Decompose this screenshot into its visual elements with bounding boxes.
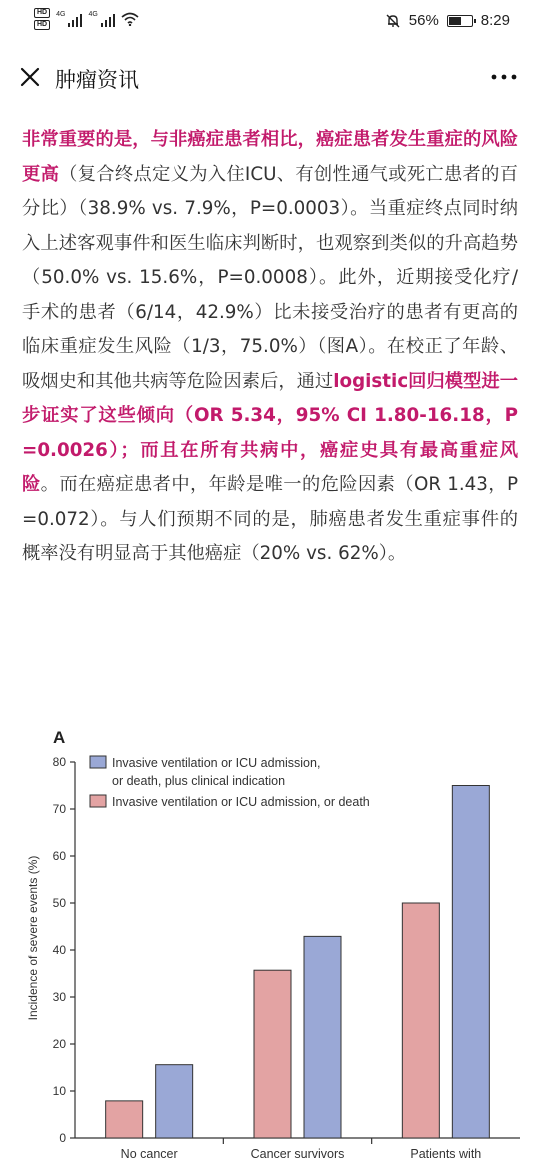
network-type-2: 4G — [88, 11, 98, 18]
mute-bell-icon — [385, 13, 401, 29]
status-left — [34, 8, 139, 30]
close-icon — [19, 66, 41, 88]
y-tick-label-4: 40 — [52, 943, 66, 957]
y-tick-label-6: 60 — [52, 849, 66, 863]
y-tick-label-3: 30 — [52, 990, 66, 1004]
signal-icon-2 — [88, 11, 114, 27]
bar-0-1 — [156, 1065, 193, 1138]
legend-label-1b: or death, plus clinical indication — [112, 774, 286, 788]
legend-label-2: Invasive ventilation or ICU admission, or death — [112, 795, 370, 809]
battery-percent: 56% — [408, 12, 439, 29]
battery-fill — [449, 17, 461, 25]
hd-badge-1: HD — [34, 8, 50, 18]
y-tick-label-0: 0 — [59, 1131, 66, 1145]
clock: 8:29 — [480, 12, 510, 29]
bar-1-0 — [254, 970, 291, 1138]
figure-a — [0, 718, 540, 1170]
y-axis-label: Incidence of severe events (%) — [26, 855, 40, 1021]
more-icon — [491, 74, 517, 80]
body-text-2: 。而在癌症患者中，年龄是唯一的危险因素（OR 1.43，P=0.072）。与人们预期不同的是，肺癌患者发生重症事件的概率没有明显高于其他癌症（20% vs. 62%）。 — [22, 474, 518, 564]
highlight-text-2: logistic回归模型进一步证实了这些倾向（OR 5.34，95% CI 1.80-16.18，P=0.0026）；而且在所有共病中，癌症史具有最高重症风险 — [22, 370, 519, 495]
legend-swatch-2 — [90, 795, 106, 807]
bar-chart — [0, 718, 540, 1170]
legend-label-1a: Invasive ventilation or ICU admission, — [112, 756, 321, 770]
status-right — [385, 12, 510, 29]
highlight-text-1: 非常重要的是，与非癌症患者相比，癌症患者发生重症的风险更高 — [22, 129, 518, 185]
nav-bar — [0, 44, 540, 110]
more-button[interactable] — [486, 59, 522, 95]
y-tick-label-8: 80 — [52, 755, 66, 769]
bar-2-1 — [452, 786, 489, 1139]
bars — [106, 786, 490, 1162]
wifi-icon — [121, 12, 139, 26]
bar-0-0 — [106, 1101, 143, 1138]
article-body — [22, 123, 518, 572]
y-tick-label-5: 50 — [52, 896, 66, 910]
hd-icon — [34, 8, 50, 30]
battery-icon — [447, 15, 473, 27]
legend — [90, 756, 370, 809]
body-text-1: （复合终点定义为入住ICU、有创性通气或死亡患者的百分比）（38.9% vs. 7.9%，P=0.0003）。当重症终点同时纳入上述客观事件和医生临床判断时，也观察到类似的升高趋势（50.0% vs. 15.6%，P=0.0008）。此外，近期接受化疗/手术的患者（6/14，42.9%）比未接受治疗的患者有更高的临床重症发生风险（1/3，75.0%）（图A）。在校正了年龄、吸烟史和其他共病等危险因素后，通过 — [22, 163, 518, 392]
x-tick-label-2: Patients with — [410, 1147, 482, 1161]
y-tick-label-1: 10 — [52, 1084, 66, 1098]
bar-1-1 — [304, 936, 341, 1138]
legend-swatch-1 — [90, 756, 106, 768]
status-bar — [0, 0, 540, 44]
close-button[interactable] — [12, 59, 48, 95]
hd-badge-2: HD — [34, 20, 50, 30]
x-tick-label-0: No cancer — [120, 1147, 178, 1161]
network-type-1: 4G — [56, 11, 66, 18]
signal-icon — [56, 11, 82, 27]
panel-label: A — [53, 728, 66, 747]
y-tick-label-2: 20 — [52, 1037, 66, 1051]
bar-2-0 — [402, 903, 439, 1138]
x-tick-label-1: Cancer survivors — [250, 1147, 345, 1161]
page-title: 肿瘤资讯 — [55, 68, 139, 92]
y-tick-label-7: 70 — [52, 802, 66, 816]
